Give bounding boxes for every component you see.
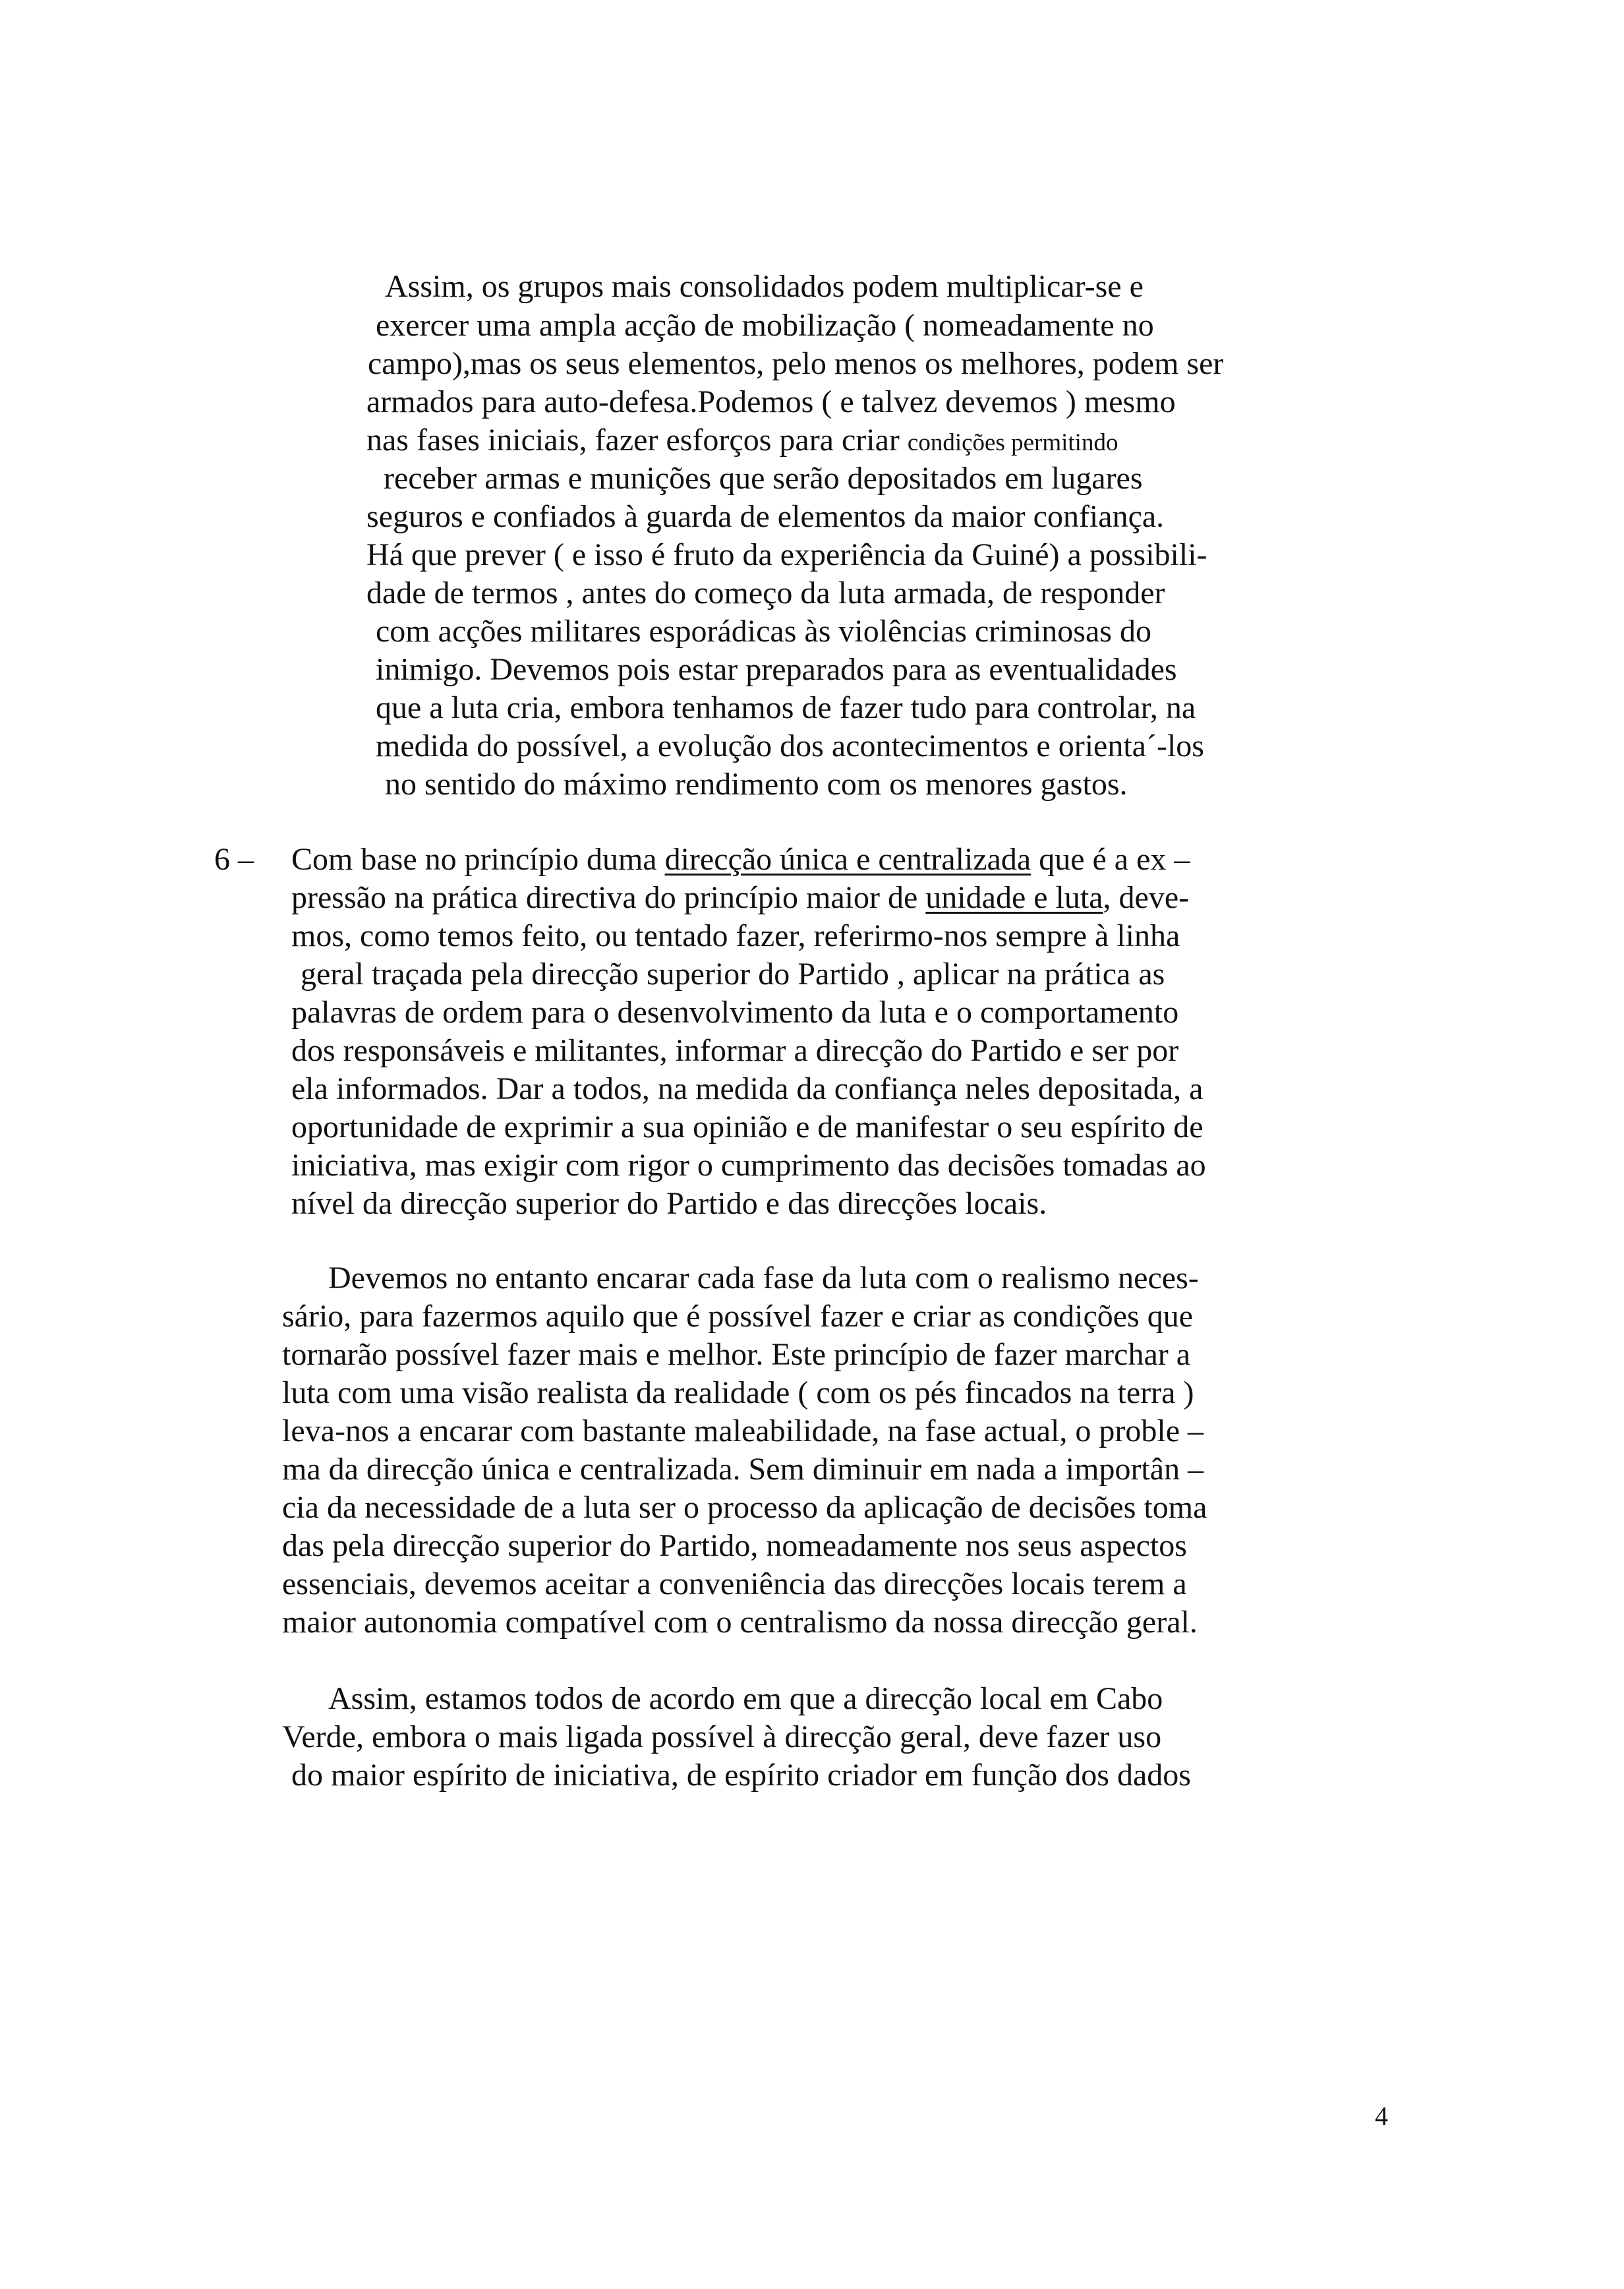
p1-line-1: Assim, os grupos mais consolidados podem multiplicar-se e (385, 269, 1144, 304)
p1-line-3: campo),mas os seus elementos, pelo menos os melhores, podem ser (368, 346, 1224, 381)
p3-line-4: luta com uma visão realista da realidade ( com os pés fincados na terra ) (282, 1375, 1194, 1410)
page-number: 4 (1375, 2101, 1388, 2131)
p1-line-7: seguros e confiados à guarda de elementos da maior confiança. (366, 499, 1165, 534)
item-6-line-2-b: , deve- (1103, 880, 1190, 915)
p1-line-12: que a luta cria, embora tenhamos de fazer tudo para controlar, na (376, 690, 1196, 725)
p1-line-8: Há que prever ( e isso é fruto da experiência da Guiné) a possibili- (366, 537, 1207, 572)
p1-line-11: inimigo. Devemos pois estar preparados para as eventualidades (376, 652, 1177, 687)
item-6-line-1-b: que é a ex – (1031, 842, 1190, 877)
item-6-underlined-1: direcção única e centralizada (664, 842, 1031, 877)
p4-line-3: do maior espírito de iniciativa, de espírito criador em função dos dados (291, 1758, 1191, 1793)
item-6-line-4: geral traçada pela direcção superior do Partido , aplicar na prática as (301, 957, 1165, 992)
p1-line-10: com acções militares esporádicas às violências criminosas do (376, 614, 1151, 649)
p3-line-10: maior autonomia compatível com o centralismo da nossa direcção geral. (282, 1605, 1198, 1640)
p3-line-2: sário, para fazermos aquilo que é possível fazer e criar as condições que (282, 1299, 1194, 1334)
item-6-line-7: ela informados. Dar a todos, na medida da confiança neles depositada, a (291, 1071, 1204, 1106)
item-6-number: 6 – (214, 842, 254, 877)
p1-line-14: no sentido do máximo rendimento com os menores gastos. (385, 767, 1128, 802)
p1-line-4: armados para auto-defesa.Podemos ( e talvez devemos ) mesmo (366, 384, 1176, 419)
p3-line-7: cia da necessidade de a luta ser o processo da aplicação de decisões toma (282, 1490, 1207, 1525)
p1-line-5 (366, 421, 1118, 462)
item-6-line-9: iniciativa, mas exigir com rigor o cumprimento das decisões tomadas ao (291, 1148, 1206, 1183)
item-6-underlined-2: unidade e luta (925, 880, 1103, 915)
p3-line-9: essenciais, devemos aceitar a conveniência das direcções locais terem a (282, 1566, 1187, 1601)
p4-line-1: Assim, estamos todos de acordo em que a direcção local em Cabo (328, 1681, 1163, 1716)
p3-line-6: ma da direcção única e centralizada. Sem diminuir em nada a importân – (282, 1452, 1204, 1487)
p4-line-2: Verde, embora o mais ligada possível à direcção geral, deve fazer uso (282, 1719, 1162, 1754)
p3-line-3: tornarão possível fazer mais e melhor. Este princípio de fazer marchar a (282, 1337, 1191, 1372)
p1-line-13: medida do possível, a evolução dos acontecimentos e orienta´-los (376, 728, 1204, 763)
item-6-line-5: palavras de ordem para o desenvolvimento da luta e o comportamento (291, 995, 1179, 1030)
item-6-line-6: dos responsáveis e militantes, informar a direcção do Partido e ser por (291, 1033, 1179, 1068)
p1-line-5-text: nas fases iniciais, fazer esforços para criar (366, 423, 900, 458)
p1-line-6: receber armas e munições que serão depositados em lugares (384, 461, 1143, 496)
p1-line-5-insert: condições permitindo (907, 429, 1118, 456)
p1-line-9: dade de termos , antes do começo da luta armada, de responder (366, 576, 1165, 610)
item-6-line-3: mos, como temos feito, ou tentado fazer, referirmo-nos sempre à linha (291, 918, 1180, 953)
p3-line-5: leva-nos a encarar com bastante maleabilidade, na fase actual, o proble – (282, 1413, 1204, 1448)
p3-line-1: Devemos no entanto encarar cada fase da luta com o realismo neces- (328, 1261, 1199, 1295)
item-6-line-2 (291, 879, 1189, 917)
item-6-line-2-a: pressão na prática directiva do princípio maior de (291, 880, 926, 915)
item-6-line-8: oportunidade de exprimir a sua opinião e de manifestar o seu espírito de (291, 1110, 1204, 1144)
item-6-line-1-a: Com base no princípio duma (291, 842, 665, 877)
p1-line-2: exercer uma ampla acção de mobilização ( nomeadamente no (376, 308, 1154, 343)
p3-line-8: das pela direcção superior do Partido, nomeadamente nos seus aspectos (282, 1528, 1187, 1563)
item-6-line-10: nível da direcção superior do Partido e das direcções locais. (291, 1186, 1047, 1221)
item-6-line-1 (291, 841, 1190, 879)
